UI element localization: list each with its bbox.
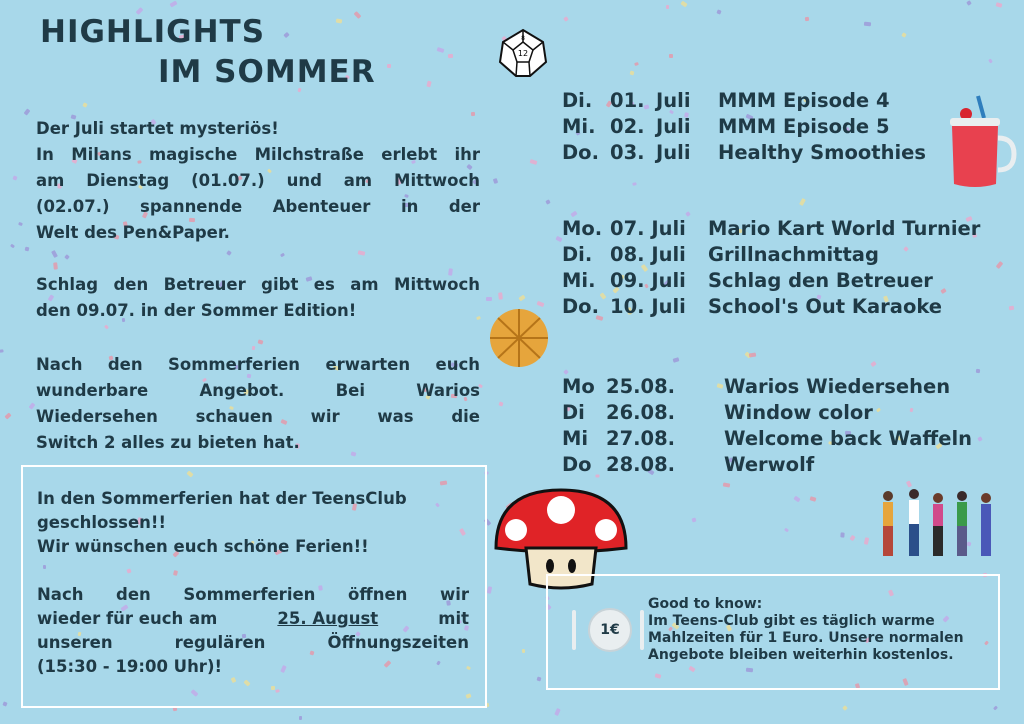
schedule-event: Schlag den Betreuer [708,269,933,292]
schedule-month: Juli [656,89,691,112]
schedule-event: Welcome back Waffeln [724,427,973,450]
schedule-day: Di. [562,243,593,266]
schedule-july-week-1 [562,88,978,166]
schedule-day: Mo [562,375,595,398]
schedule-day: Mo. [562,217,603,240]
reopen-line: wieder für euch am 25. August mit [37,607,469,631]
schedule-row [562,140,978,166]
schedule-row [562,242,998,268]
schedule-date: 03. [610,141,645,164]
schedule-day: Di. [562,89,593,112]
schedule-july-week-2 [562,216,998,320]
schedule-row [562,400,1014,426]
schedule-row [562,452,1014,478]
schedule-day: Di [562,401,585,424]
schedule-row [562,216,998,242]
title-line-2: IM SOMMER [158,54,376,90]
schedule-event: Warios Wiedersehen [724,375,951,398]
schedule-day: Do [562,453,592,476]
schedule-event: Grillnachmittag [708,243,879,266]
schedule-date: 02. [610,115,645,138]
intro-paragraph-2: Schlag den Betreuer gibt es am Mittwoch den 09.07. in der Sommer Edition! [36,275,480,320]
schedule-date: 28.08. [606,453,676,476]
schedule-row [562,426,1014,452]
dice-top-number: 8 [521,35,525,42]
reopen-date: 25. August [277,609,379,628]
schedule-date: 01. [610,89,645,112]
schedule-day: Mi [562,427,589,450]
title-line-1: HIGHLIGHTS [40,14,266,50]
price-coin: 1€ [588,608,632,652]
fork-icon [572,610,576,650]
schedule-event: MMM Episode 5 [718,115,890,138]
intro-paragraph-3: Nach den Sommerferien erwarten euch wunderbare Angebot. Bei Warios Wiedersehen schauen wir was die Switch 2 alles zu bieten hat. [36,355,480,452]
schedule-row [562,268,998,294]
schedule-event: Window color [724,401,873,424]
schedule-august [562,374,1014,478]
schedule-date: 07. Juli [610,217,686,240]
schedule-day: Do. [562,295,599,318]
d12-dice-icon [498,28,548,78]
schedule-date: 09. Juli [610,269,686,292]
schedule-event: MMM Episode 4 [718,89,890,112]
schedule-date: 08. Juli [610,243,686,266]
schedule-row [562,114,978,140]
schedule-day: Mi. [562,115,596,138]
knife-icon [640,610,644,650]
schedule-date: 26.08. [606,401,676,424]
smoothie-jar-icon [944,92,1018,192]
schedule-event: School's Out Karaoke [708,295,943,318]
dice-center-number: 12 [517,49,529,58]
page-title [40,12,376,92]
schedule-row [562,294,998,320]
intro-paragraph-1: Der Juli startet mysteriös! In Milans magische Milchstraße erlebt ihr am Dienstag (01.07.) und am Mittwoch (02.07.) spannende Abenteuer in der Welt des Pen&Paper. [36,119,480,242]
schedule-date: 10. Juli [610,295,686,318]
good-to-know-box: 1€ Good to know: Im Teens-Club gibt es täglich warme Mahlzeiten für 1 Euro. Unsere normalen Angebote bleiben weiterhin kostenlos. [546,574,1000,690]
schedule-event: Werwolf [724,453,815,476]
schedule-row [562,88,978,114]
dancing-people-icon [872,486,1002,560]
schedule-month: Juli [656,141,691,164]
schedule-date: 25.08. [606,375,676,398]
schedule-day: Mi. [562,269,596,292]
good-to-know-heading: Good to know: [648,596,763,612]
schedule-month: Juli [656,115,691,138]
schedule-event: Mario Kart World Turnier [708,217,981,240]
schedule-date: 27.08. [606,427,676,450]
schedule-event: Healthy Smoothies [718,141,926,164]
schedule-day: Do. [562,141,599,164]
schedule-row [562,374,1014,400]
summer-closed-notice: In den Sommerferien hat der TeensClub geschlossen!! Wir wünschen euch schöne Ferien!! Nach den Sommerferien öffnen wir wieder für euch am 25. August mit unseren regulären Öffnungszeiten (15:30 - 19:00 Uhr)! [21,465,487,708]
waffle-icon [488,306,550,370]
